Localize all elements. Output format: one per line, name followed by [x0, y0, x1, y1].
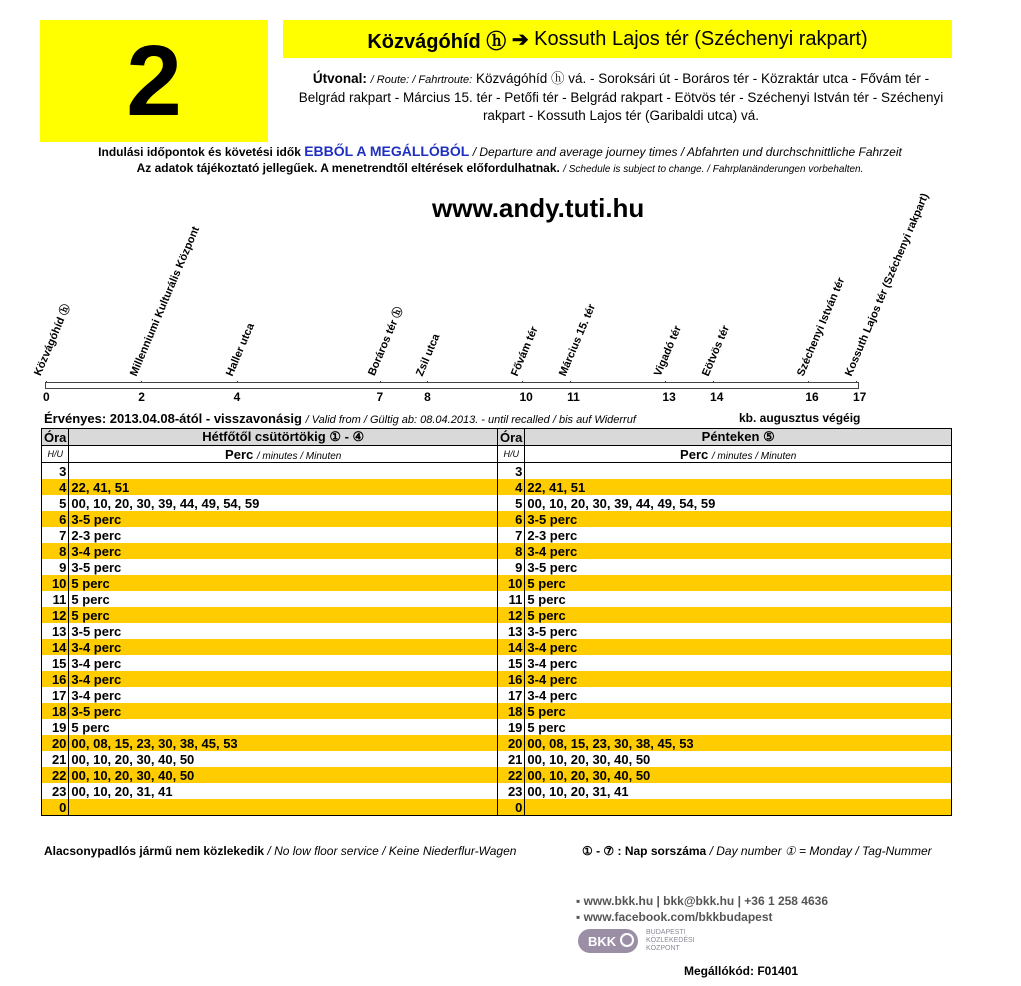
minutes-cell: 5 perc — [525, 703, 952, 719]
route-destination: Kossuth Lajos tér (Széchenyi rakpart) — [534, 27, 868, 50]
route-number: 2 — [126, 25, 182, 137]
minutes-cell: 3-4 perc — [69, 543, 498, 559]
timetable-row — [42, 751, 498, 767]
hour-cell: 8 — [498, 543, 525, 559]
minutes-cell: 22, 41, 51 — [525, 479, 952, 495]
minutes-cell: 5 perc — [69, 607, 498, 623]
bkk-logo-subtitle — [646, 929, 695, 953]
minutes-cell: 5 perc — [69, 575, 498, 591]
minutes-cell: 00, 10, 20, 30, 39, 44, 49, 54, 59 — [69, 495, 498, 511]
web-icon: ▪ — [576, 894, 584, 908]
hour-cell: 22 — [42, 767, 69, 783]
footer-low-floor — [44, 844, 516, 858]
route-description — [288, 70, 954, 125]
contact-facebook-text: www.facebook.com/bkkbudapest — [583, 910, 773, 924]
timetable-fri — [497, 428, 952, 816]
disclaimer — [40, 161, 960, 175]
route-number-box — [40, 20, 268, 142]
hour-cell: 17 — [42, 687, 69, 703]
minutes-cell: 2-3 perc — [525, 527, 952, 543]
bkk-logo-text: BKK — [588, 933, 617, 949]
hour-cell: 3 — [42, 463, 69, 480]
timetable-row — [498, 543, 952, 559]
timetable-row — [42, 671, 498, 687]
hour-cell: 12 — [498, 607, 525, 623]
timetable-row — [42, 719, 498, 735]
minutes-cell: 3-5 perc — [525, 511, 952, 527]
low-floor-text: Alacsonypadlós jármű nem közlekedik — [44, 844, 265, 858]
hour-cell: 4 — [42, 479, 69, 495]
minutes-cell: 3-5 perc — [69, 703, 498, 719]
minutes-cell: 3-5 perc — [525, 623, 952, 639]
timetable-row — [498, 735, 952, 751]
stop-minute-label: 0 — [43, 390, 50, 404]
hour-cell: 6 — [498, 511, 525, 527]
timetable-row — [498, 495, 952, 511]
minutes-cell: 3-4 perc — [69, 655, 498, 671]
minutes-cell: 00, 10, 20, 30, 40, 50 — [69, 751, 498, 767]
timetable-row — [498, 751, 952, 767]
timetable-row — [498, 783, 952, 799]
departure-highlight: EBBŐL A MEGÁLLÓBÓL — [304, 143, 470, 159]
validity-note: kb. augusztus végéig — [739, 411, 861, 425]
stop-minute-label: 13 — [662, 390, 676, 404]
route-origin: Közvágóhíd ⓗ — [367, 30, 507, 53]
stop-minute-label: 14 — [710, 390, 724, 404]
website-watermark: www.andy.tuti.hu — [432, 193, 645, 223]
hour-cell: 11 — [498, 591, 525, 607]
validity-text: Érvényes: 2013.04.08-ától - visszavonásig — [44, 411, 302, 426]
day-header: Pénteken ⑤ — [525, 429, 952, 446]
minutes-cell: 00, 10, 20, 30, 40, 50 — [525, 751, 952, 767]
hour-cell: 19 — [42, 719, 69, 735]
hour-cell: 15 — [498, 655, 525, 671]
timetable-row — [498, 463, 952, 480]
timetable-row — [42, 799, 498, 816]
contact-line-facebook[interactable] — [576, 909, 828, 925]
stop-minute-label: 7 — [376, 390, 384, 404]
disclaimer-translation: / Schedule is subject to change. / Fahrplanänderungen vorbehalten. — [563, 164, 864, 175]
minutes-cell — [525, 463, 952, 480]
timetable-row — [498, 639, 952, 655]
hour-cell: 7 — [498, 527, 525, 543]
perc-translation: / minutes / Minuten — [256, 450, 342, 462]
minutes-cell: 3-5 perc — [69, 511, 498, 527]
timetable-row — [498, 575, 952, 591]
perc-translation: / minutes / Minuten — [711, 450, 797, 462]
timetable-row — [498, 655, 952, 671]
contact-info — [576, 893, 828, 925]
route-stop-list: Közvágóhíd ⓗ vá. - Soroksári út - Boráros tér - Közraktár utca - Fővám tér - Belgrád rakpart - Március 15. tér - Petőfi tér - Belgrád rakpart - Eötvös tér - Széchenyi István tér - Széchenyi rakpart - Kossuth Lajos tér (Garibaldi utca) vá. — [298, 71, 944, 123]
bkk-sub-1: BUDAPESTI — [646, 929, 686, 936]
timetable-row — [498, 623, 952, 639]
perc-header — [525, 446, 952, 463]
hour-cell: 10 — [42, 575, 69, 591]
hour-cell: 4 — [498, 479, 525, 495]
stop-name-label: Vigadó tér — [652, 323, 685, 378]
hour-cell: 15 — [42, 655, 69, 671]
timetable-row — [42, 767, 498, 783]
bkk-logo — [578, 929, 638, 953]
stop-minute-label: 10 — [519, 390, 533, 404]
stop-name-label: Kossuth Lajos tér (Széchenyi rakpart) — [842, 191, 932, 378]
stop-code: Megállókód: F01401 — [684, 964, 799, 978]
hour-cell: 5 — [498, 495, 525, 511]
route-title — [283, 20, 952, 58]
stop-minute-label: 2 — [138, 390, 145, 404]
minutes-cell: 5 perc — [525, 719, 952, 735]
hour-cell: 6 — [42, 511, 69, 527]
hour-cell: 23 — [498, 783, 525, 799]
route-label-translation: / Route: / Fahrtroute: — [370, 74, 473, 86]
hour-cell: 13 — [498, 623, 525, 639]
bkk-sub-3: KÖZPONT — [646, 945, 680, 952]
stop-name-label: Közvágóhíd ⓗ — [32, 302, 73, 378]
day-header: Hétfőtől csütörtökig ① - ④ — [69, 429, 498, 446]
timetable-row — [498, 559, 952, 575]
minutes-cell: 3-5 perc — [525, 559, 952, 575]
minutes-cell: 3-4 perc — [69, 639, 498, 655]
minutes-cell: 3-5 perc — [69, 559, 498, 575]
hour-header: Óra — [42, 429, 69, 446]
timetable-row — [42, 623, 498, 639]
hour-cell: 9 — [42, 559, 69, 575]
hour-cell: 20 — [498, 735, 525, 751]
timetable-row — [42, 543, 498, 559]
validity-translation: / Valid from / Gültig ab: 08.04.2013. - until recalled / bis auf Widerruf — [305, 414, 636, 426]
hour-cell: 19 — [498, 719, 525, 735]
minutes-cell: 00, 10, 20, 30, 40, 50 — [525, 767, 952, 783]
stop-minute-label: 4 — [233, 390, 241, 404]
hour-cell: 20 — [42, 735, 69, 751]
timetable-row — [42, 783, 498, 799]
minutes-cell — [69, 799, 498, 816]
hour-cell: 0 — [498, 799, 525, 816]
hour-cell: 23 — [42, 783, 69, 799]
minutes-cell: 5 perc — [525, 575, 952, 591]
stop-minute-label: 16 — [805, 390, 819, 404]
hour-cell: 18 — [498, 703, 525, 719]
hour-cell: 5 — [42, 495, 69, 511]
timetable-row — [498, 719, 952, 735]
hour-cell: 13 — [42, 623, 69, 639]
timetable-row — [42, 495, 498, 511]
arrow-right-icon: ➔ — [511, 28, 529, 51]
minutes-cell: 3-4 perc — [525, 655, 952, 671]
stop-minute-label: 11 — [567, 390, 580, 404]
minutes-cell: 5 perc — [69, 719, 498, 735]
minutes-cell: 3-4 perc — [525, 671, 952, 687]
departure-info — [40, 143, 960, 159]
minutes-cell: 5 perc — [525, 607, 952, 623]
hu-label: H/U — [498, 446, 525, 463]
timetable-row — [42, 511, 498, 527]
minutes-cell: 22, 41, 51 — [69, 479, 498, 495]
low-floor-translation: / No low floor service / Keine Niederflur-Wagen — [267, 844, 517, 858]
timetable-row — [42, 703, 498, 719]
day-number-translation: / Day number ① = Monday / Tag-Nummer — [709, 844, 932, 858]
minutes-cell: 3-4 perc — [69, 671, 498, 687]
minutes-cell: 00, 10, 20, 31, 41 — [525, 783, 952, 799]
hour-cell: 16 — [498, 671, 525, 687]
timetable-row — [42, 655, 498, 671]
stop-name-label: Március 15. tér — [557, 302, 599, 378]
hour-cell: 3 — [498, 463, 525, 480]
hour-cell: 9 — [498, 559, 525, 575]
minutes-cell: 2-3 perc — [69, 527, 498, 543]
hour-cell: 14 — [498, 639, 525, 655]
hour-cell: 0 — [42, 799, 69, 816]
timetable-row — [42, 687, 498, 703]
hour-cell: 7 — [42, 527, 69, 543]
hour-cell: 8 — [42, 543, 69, 559]
stop-minute-label: 17 — [853, 390, 867, 404]
hour-cell: 10 — [498, 575, 525, 591]
timetable-row — [42, 575, 498, 591]
timetable-row — [498, 527, 952, 543]
timetable-row — [42, 607, 498, 623]
footer-day-number — [582, 844, 952, 858]
timetable-row — [42, 527, 498, 543]
bkk-sub-2: KÖZLEKEDÉSI — [646, 937, 695, 944]
timetable-mon-thu — [41, 428, 498, 816]
hour-header: Óra — [498, 429, 525, 446]
minutes-cell: 00, 08, 15, 23, 30, 38, 45, 53 — [525, 735, 952, 751]
perc-header — [69, 446, 498, 463]
timetable-row — [498, 591, 952, 607]
timetable-row — [498, 703, 952, 719]
hour-cell: 21 — [498, 751, 525, 767]
stop-axis-bar — [45, 382, 859, 389]
route-label: Útvonal: — [312, 71, 367, 86]
timetable-row — [42, 463, 498, 480]
timetable-row — [42, 735, 498, 751]
hu-label: H/U — [42, 446, 69, 463]
minutes-cell: 3-4 perc — [69, 687, 498, 703]
timetable-row — [498, 767, 952, 783]
timetable-row — [42, 559, 498, 575]
stop-name-label: Eötvös tér — [700, 323, 733, 378]
hour-cell: 12 — [42, 607, 69, 623]
timetable-row — [42, 479, 498, 495]
perc-label: Perc — [225, 446, 254, 462]
hour-cell: 11 — [42, 591, 69, 607]
minutes-cell: 3-4 perc — [525, 687, 952, 703]
hour-cell: 16 — [42, 671, 69, 687]
hour-cell: 22 — [498, 767, 525, 783]
minutes-cell: 3-5 perc — [69, 623, 498, 639]
stop-name-label: Boráros tér ⓗ — [365, 305, 406, 378]
stop-minute-label: 8 — [424, 390, 431, 404]
hour-cell: 14 — [42, 639, 69, 655]
stop-name-label: Haller utca — [223, 321, 257, 378]
perc-label: Perc — [680, 446, 709, 462]
stop-name-label: Fővám tér — [509, 324, 542, 378]
stop-name-label: Zsil utca — [414, 332, 443, 378]
minutes-cell: 00, 10, 20, 30, 39, 44, 49, 54, 59 — [525, 495, 952, 511]
minutes-cell: 00, 08, 15, 23, 30, 38, 45, 53 — [69, 735, 498, 751]
timetable-row — [498, 687, 952, 703]
bkk-ring-icon — [620, 933, 634, 947]
disclaimer-text: Az adatok tájékoztató jellegűek. A menetrendtől eltérések előfordulhatnak. — [136, 161, 560, 175]
minutes-cell — [69, 463, 498, 480]
minutes-cell: 5 perc — [69, 591, 498, 607]
minutes-cell: 3-4 perc — [525, 639, 952, 655]
contact-line-web[interactable] — [576, 893, 828, 909]
hour-cell: 21 — [42, 751, 69, 767]
departure-label: Indulási időpontok és követési idők — [98, 145, 301, 159]
facebook-icon: ▪ — [576, 910, 584, 924]
timetable-row — [42, 639, 498, 655]
minutes-cell: 3-4 perc — [525, 543, 952, 559]
day-number-text: ① - ⑦ : Nap sorszáma — [582, 844, 707, 858]
stop-name-label: Széchenyi István tér — [795, 275, 848, 378]
timetable-row — [498, 479, 952, 495]
minutes-cell: 00, 10, 20, 30, 40, 50 — [69, 767, 498, 783]
minutes-cell — [525, 799, 952, 816]
contact-web-text: www.bkk.hu | bkk@bkk.hu | +36 1 258 4636 — [583, 894, 829, 908]
timetable-row — [42, 591, 498, 607]
hour-cell: 17 — [498, 687, 525, 703]
departure-translation: / Departure and average journey times / Abfahrten und durchschnittliche Fahrzeit — [472, 145, 902, 159]
minutes-cell: 5 perc — [525, 591, 952, 607]
timetable-row — [498, 511, 952, 527]
stop-name-label: Millenniumi Kulturális Központ — [128, 224, 203, 378]
minutes-cell: 00, 10, 20, 31, 41 — [69, 783, 498, 799]
timetable-row — [498, 607, 952, 623]
hour-cell: 18 — [42, 703, 69, 719]
validity-line — [44, 411, 636, 426]
timetable-row — [498, 799, 952, 816]
timetable-row — [498, 671, 952, 687]
